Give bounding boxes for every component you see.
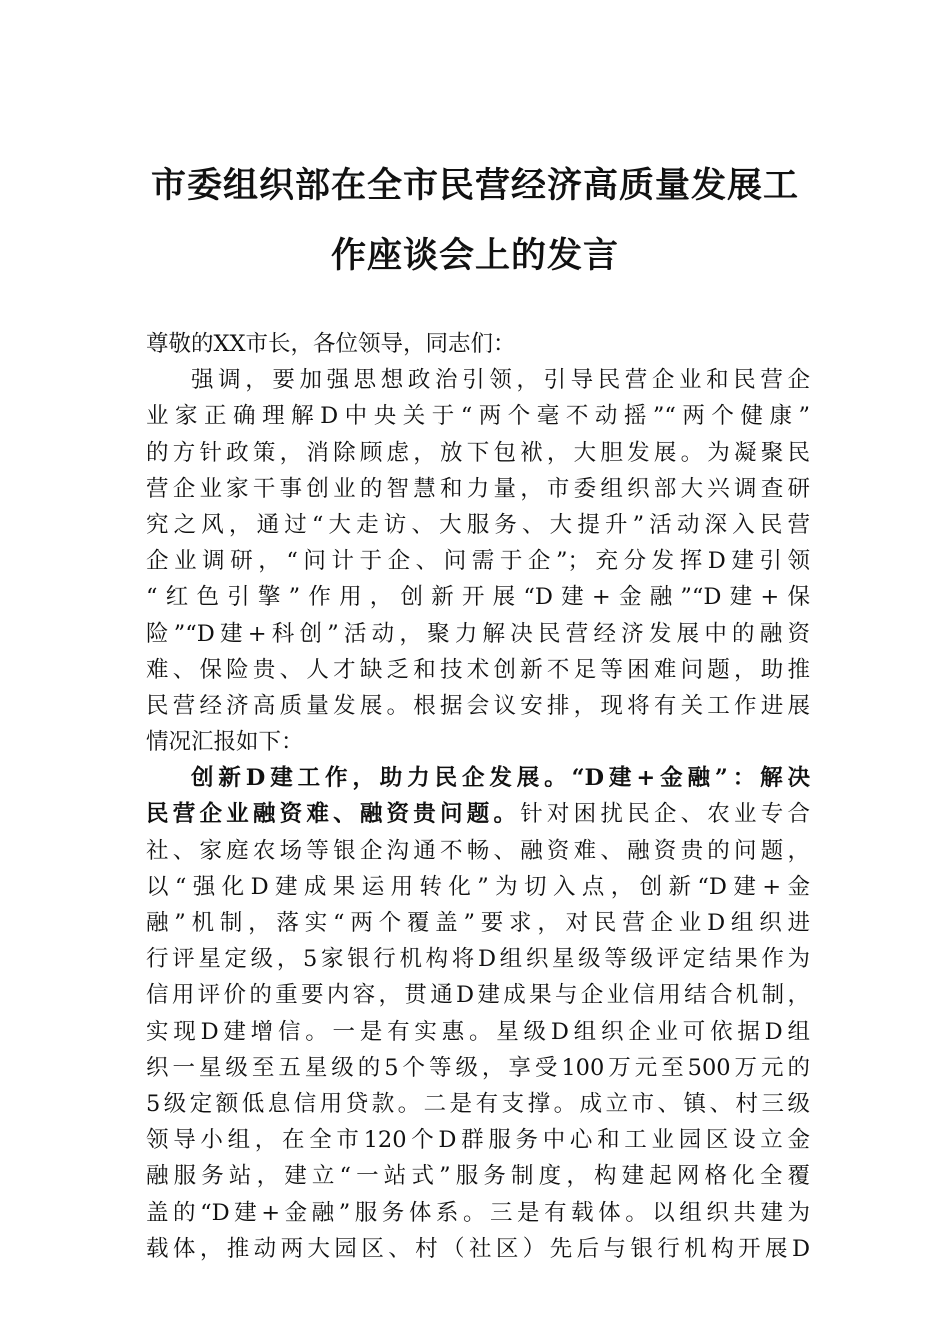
document-title-line-2: 作座谈会上的发言 (330, 235, 619, 276)
paragraph-1-line: 的方针政策，消除顾虑，放下包袱，大胆发展。为凝聚民 (146, 439, 810, 466)
paragraph-1-line: 营企业家干事创业的智慧和力量，市委组织部大兴调查研 (146, 475, 810, 502)
paragraph-2-line: 信用评价的重要内容，贯通D建成果与企业信用结合机制， (146, 982, 810, 1009)
paragraph-1-line: 强调，要加强思想政治引领，引导民营企业和民营企 (191, 367, 810, 394)
document-title-line-1: 市委组织部在全市民营经济高质量发展工 (150, 165, 799, 206)
paragraph-2-line: 5级定额低息信用贷款。二是有支撑。成立市、镇、村三级 (146, 1090, 810, 1117)
paragraph-2-line: 盖的“D建+金融”服务体系。三是有载体。以组织共建为 (146, 1199, 810, 1226)
paragraph-1-line: 险”“D建+科创”活动，聚力解决民营经济发展中的融资 (146, 620, 810, 647)
paragraph-1-line: “红色引擎”作用，创新开展“D建+金融”“D建+保 (146, 584, 810, 611)
paragraph-2-line: 载体，推动两大园区、村（社区）先后与银行机构开展D (146, 1235, 810, 1262)
paragraph-2-line (146, 796, 810, 832)
paragraph-2-line: 领导小组，在全市120个D群服务中心和工业园区设立金 (146, 1127, 810, 1154)
document-body (146, 326, 810, 1267)
paragraph-1-line: 情况汇报如下： (146, 729, 304, 756)
paragraph-2-line: 融服务站，建立“一站式”服务制度，构建起网格化全覆 (146, 1163, 810, 1190)
paragraph-2-line: 社、家庭农场等银企沟通不畅、融资难、融资贵的问题， (146, 837, 810, 864)
paragraph-2-line: 织一星级至五星级的5个等级，享受100万元至500万元的 (146, 1054, 810, 1081)
paragraph-1-line: 难、保险贵、人才缺乏和技术创新不足等困难问题，助推 (146, 656, 810, 683)
paragraph-2-heading: 创新D建工作，助力民企发展。“D建+金融”：解决 (191, 765, 810, 792)
paragraph-2-text: 针对困扰民企、农业专合 (520, 801, 810, 828)
paragraph-2-line: 融”机制，落实“两个覆盖”要求，对民营企业D组织进 (146, 910, 810, 936)
paragraph-1-line: 究之风，通过“大走访、大服务、大提升”活动深入民营 (146, 511, 810, 538)
paragraph-2-heading-end: 民营企业融资难、融资贵问题。 (146, 801, 521, 828)
paragraph-2-line: 以“强化D建成果运用转化”为切入点，创新“D建+金 (146, 873, 810, 900)
paragraph-2-line: 实现D建增信。一是有实惠。星级D组织企业可依据D组 (146, 1018, 810, 1045)
paragraph-1-line: 业家正确理解D中央关于“两个毫不动摇”“两个健康” (146, 403, 810, 430)
salutation: 尊敬的XX市长，各位领导，同志们： (146, 331, 516, 357)
paragraph-1-line: 企业调研，“问计于企、问需于企”；充分发挥D建引领 (146, 548, 810, 575)
paragraph-1-line: 民营经济高质量发展。根据会议安排，现将有关工作进展 (146, 692, 810, 719)
paragraph-2-line: 行评星定级，5家银行机构将D组织星级等级评定结果作为 (146, 946, 810, 973)
